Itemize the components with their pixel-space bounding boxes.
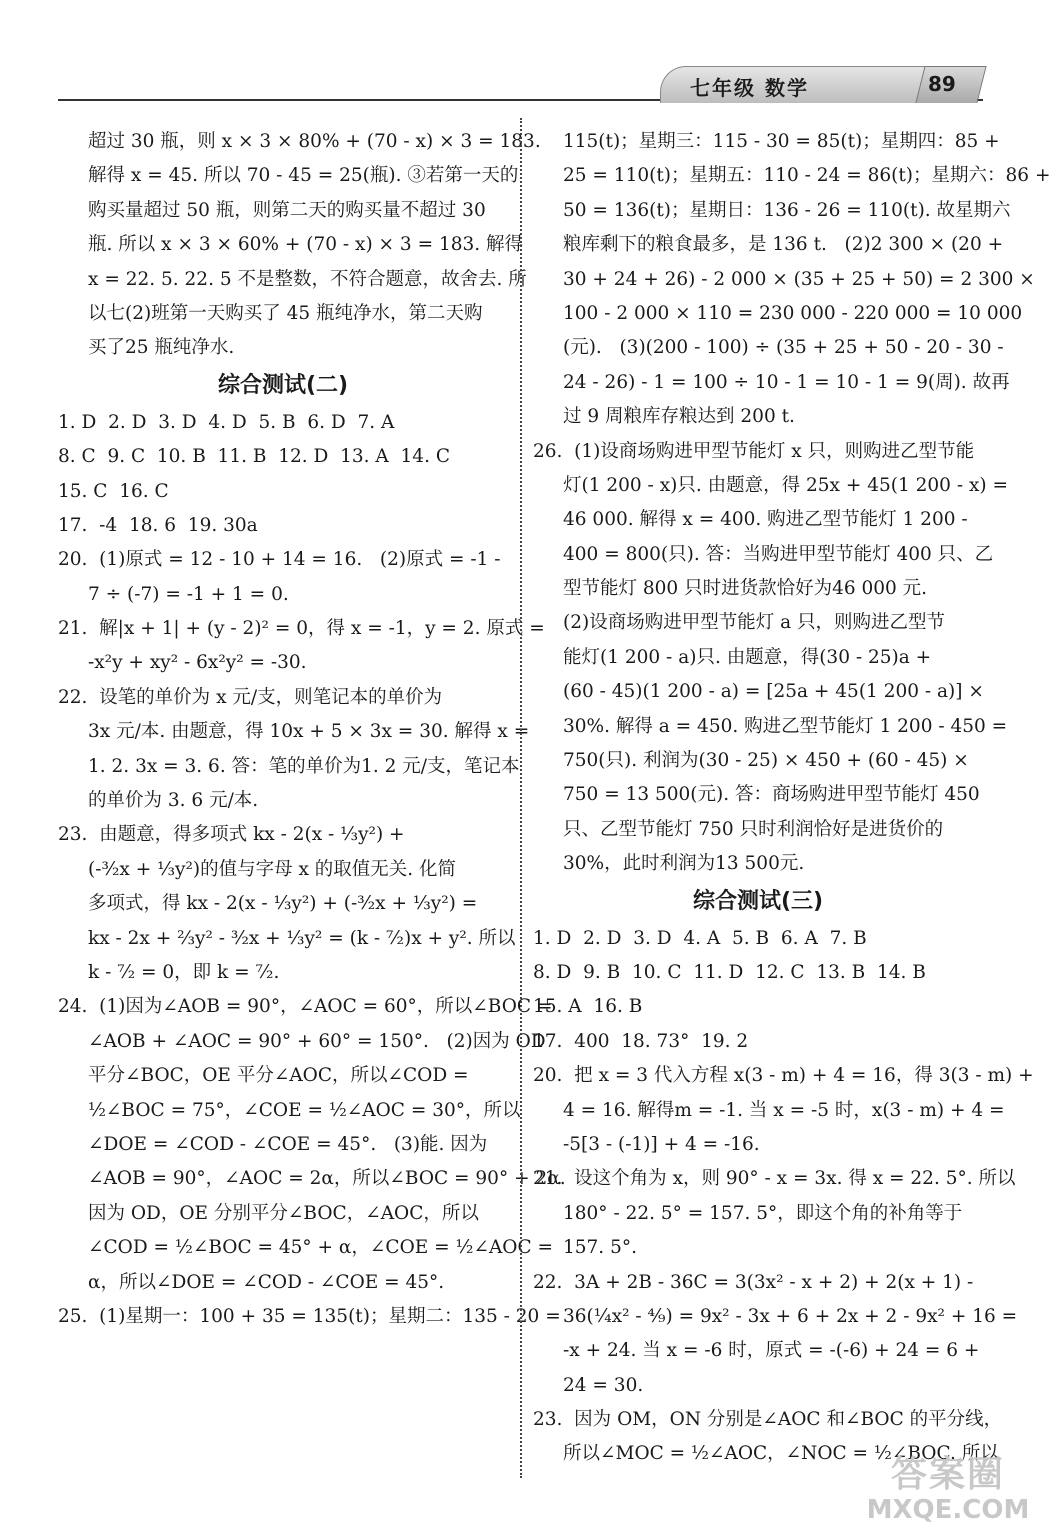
left-column [58,125,566,1334]
text-line: 15. C 16. C [58,480,169,502]
text-line: (元). (3)(200 - 100) ÷ (35 + 25 + 50 - 20 - 30 - [563,337,1004,359]
text-line: 180° - 22. 5° = 157. 5°，即这个角的补角等于 [563,1202,963,1224]
section-title: 综合测试(二) [217,372,349,398]
text-line: 36(¼x² - ⁴⁄₉) = 9x² - 3x + 6 + 2x + 2 - 9x² + 16 = [563,1305,1018,1327]
text-line: 30 + 24 + 26) - 2 000 × (35 + 25 + 50) = 2 300 × [563,268,1035,290]
text-line: k - ⁷⁄₂ = 0，即 k = ⁷⁄₂. [88,961,280,983]
text-line: 1. D 2. D 3. D 4. A 5. B 6. A 7. B [533,927,867,949]
text-line: kx - 2x + ⅔y² - ³⁄₂x + ⅓y² = (k - ⁷⁄₂)x + y². 所以 [88,927,516,949]
text-line: 115(t)；星期三：115 - 30 = 85(t)；星期四：85 + [563,131,1000,152]
text-line: 24 = 30. [563,1374,644,1396]
text-line: -x²y + xy² - 6x²y² = -30. [88,652,307,674]
text-line: 灯(1 200 - x)只. 由题意，得 25x + 45(1 200 - x) = [563,474,1008,496]
text-line: -5[3 - (-1)] + 4 = -16. [563,1133,760,1155]
text-line: 8. D 9. B 10. C 11. D 12. C 13. B 14. B [533,961,926,983]
text-line: 750 = 13 500(元). 答：商场购进甲型节能灯 450 [563,784,980,806]
text-line: 750(只). 利润为(30 - 25) × 450 + (60 - 45) × [563,750,969,772]
text-line: 21. 设这个角为 x，则 90° - x = 3x. 得 x = 22. 5°. 所以 [533,1168,1016,1190]
text-line: 平分∠BOC，OE 平分∠AOC，所以∠COD = [88,1065,469,1087]
text-line: ∠AOB = 90°，∠AOC = 2α，所以∠BOC = 90° + 2α. [88,1168,566,1190]
text-line: 1. 2. 3x = 3. 6. 答：笔的单价为1. 2 元/支，笔记本 [88,755,520,777]
text-line: 17. -4 18. 6 19. 30a [58,514,258,536]
page-number: 89 [928,72,956,96]
text-line: 型节能灯 800 只时进货款恰好为46 000 元. [563,578,928,600]
text-line: (60 - 45)(1 200 - a) = [25a + 45(1 200 - a)] × [563,681,984,703]
text-line: 25 = 110(t)；星期五：110 - 24 = 86(t)；星期六：86 + [563,165,1051,187]
text-line: 瓶. 所以 x × 3 × 60% + (70 - x) × 3 = 183. 解得 [88,234,524,256]
text-line: 只、乙型节能灯 750 只时利润恰好是进货价的 [563,818,944,840]
text-line: 23. 因为 OM，ON 分别是∠AOC 和∠BOC 的平分线， [533,1409,1003,1431]
watermark-logo [858,1455,1038,1530]
text-line: ∠AOB + ∠AOC = 90° + 60° = 150°. (2)因为 OD [88,1030,546,1052]
text-line: 15. A 16. B [533,996,643,1018]
text-line: 21. 解|x + 1| + (y - 2)² = 0，得 x = -1，y = 2. 原式 = [58,618,545,640]
header-title: 七年级 数学 [690,76,809,100]
text-line: 17. 400 18. 73° 19. 2 [533,1030,749,1052]
text-line: 1. D 2. D 3. D 4. D 5. B 6. D 7. A [58,411,395,433]
text-line: 粮库剩下的粮食最多，是 136 t. (2)2 300 × (20 + [563,234,1004,256]
text-line: x = 22. 5. 22. 5 不是整数，不符合题意，故舍去. 所 [88,268,527,290]
text-line: 因为 OD，OE 分别平分∠BOC，∠AOC，所以 [88,1202,479,1224]
text-line: 能灯(1 200 - a)只. 由题意，得(30 - 25)a + [563,646,932,668]
text-line: (-³⁄₂x + ⅓y²)的值与字母 x 的取值无关. 化简 [88,858,457,880]
text-line: 解得 x = 45. 所以 70 - 45 = 25(瓶). ③若第一天的 [88,165,519,187]
watermark-top: 答案圈 [890,1454,1005,1495]
section-title: 综合测试(三) [692,888,824,914]
text-line: 以七(2)班第一天购买了 45 瓶纯净水，第二天购 [88,302,483,324]
text-line: 46 000. 解得 x = 400. 购进乙型节能灯 1 200 - [563,509,968,531]
text-line: 20. 把 x = 3 代入方程 x(3 - m) + 4 = 16，得 3(3 - m) + [533,1065,1034,1087]
text-line: (2)设商场购进甲型节能灯 a 只，则购进乙型节 [563,612,945,634]
text-line: α，所以∠DOE = ∠COD - ∠COE = 45°. [88,1271,445,1293]
text-line: 买了25 瓶纯净水. [88,337,235,359]
text-line: 50 = 136(t)；星期日：136 - 26 = 110(t). 故星期六 [563,199,1011,221]
text-line: 7 ÷ (-7) = -1 + 1 = 0. [88,583,289,605]
right-column [533,125,1051,1472]
column-divider [520,118,522,1478]
text-line: 30%，此时利润为13 500元. [563,853,805,875]
text-line: 过 9 周粮库存粮达到 200 t. [563,406,795,428]
text-line: 多项式，得 kx - 2(x - ⅓y²) + (-³⁄₂x + ⅓y²) = [88,893,478,915]
text-line: 的单价为 3. 6 元/本. [88,790,259,812]
text-line: 25. (1)星期一：100 + 35 = 135(t)；星期二：135 - 20 = [58,1305,561,1327]
text-line: 24. (1)因为∠AOB = 90°，∠AOC = 60°，所以∠BOC = [58,996,553,1018]
text-line: 30%. 解得 a = 450. 购进乙型节能灯 1 200 - 450 = [563,715,1008,737]
watermark-bottom: MXQE.COM [866,1495,1030,1525]
text-line: 超过 30 瓶，则 x × 3 × 80% + (70 - x) × 3 = 183. [88,131,541,152]
text-line: 所以∠MOC = ½∠AOC，∠NOC = ½∠BOC. 所以 [563,1443,999,1465]
text-line: 3x 元/本. 由题意，得 10x + 5 × 3x = 30. 解得 x = [88,721,530,743]
text-line: 购买量超过 50 瓶，则第二天的购买量不超过 30 [88,199,486,221]
text-line: ∠DOE = ∠COD - ∠COE = 45°. (3)能. 因为 [88,1133,488,1155]
text-line: 100 - 2 000 × 110 = 230 000 - 220 000 = 10 000 [563,302,1023,324]
text-line: 22. 3A + 2B - 36C = 3(3x² - x + 2) + 2(x + 1) - [533,1271,974,1293]
text-line: 26. (1)设商场购进甲型节能灯 x 只，则购进乙型节能 [533,440,975,462]
text-line: 23. 由题意，得多项式 kx - 2(x - ⅓y²) + [58,824,405,846]
text-line: 4 = 16. 解得m = -1. 当 x = -5 时，x(3 - m) + 4 = [563,1099,1005,1121]
text-line: ∠COD = ½∠BOC = 45° + α，∠COE = ½∠AOC = [88,1237,554,1259]
text-line: 22. 设笔的单价为 x 元/支，则笔记本的单价为 [58,686,443,708]
text-line: 20. (1)原式 = 12 - 10 + 14 = 16. (2)原式 = -1 - [58,549,501,571]
text-line: -x + 24. 当 x = -6 时，原式 = -(-6) + 24 = 6 + [563,1340,980,1362]
text-line: ½∠BOC = 75°，∠COE = ½∠AOC = 30°，所以 [88,1099,521,1121]
text-line: 400 = 800(只). 答：当购进甲型节能灯 400 只、乙 [563,543,994,565]
text-line: 8. C 9. C 10. B 11. B 12. D 13. A 14. C [58,446,450,468]
text-line: 24 - 26) - 1 = 100 ÷ 10 - 1 = 10 - 1 = 9(周). 故再 [563,371,1010,393]
text-line: 157. 5°. [563,1237,637,1259]
